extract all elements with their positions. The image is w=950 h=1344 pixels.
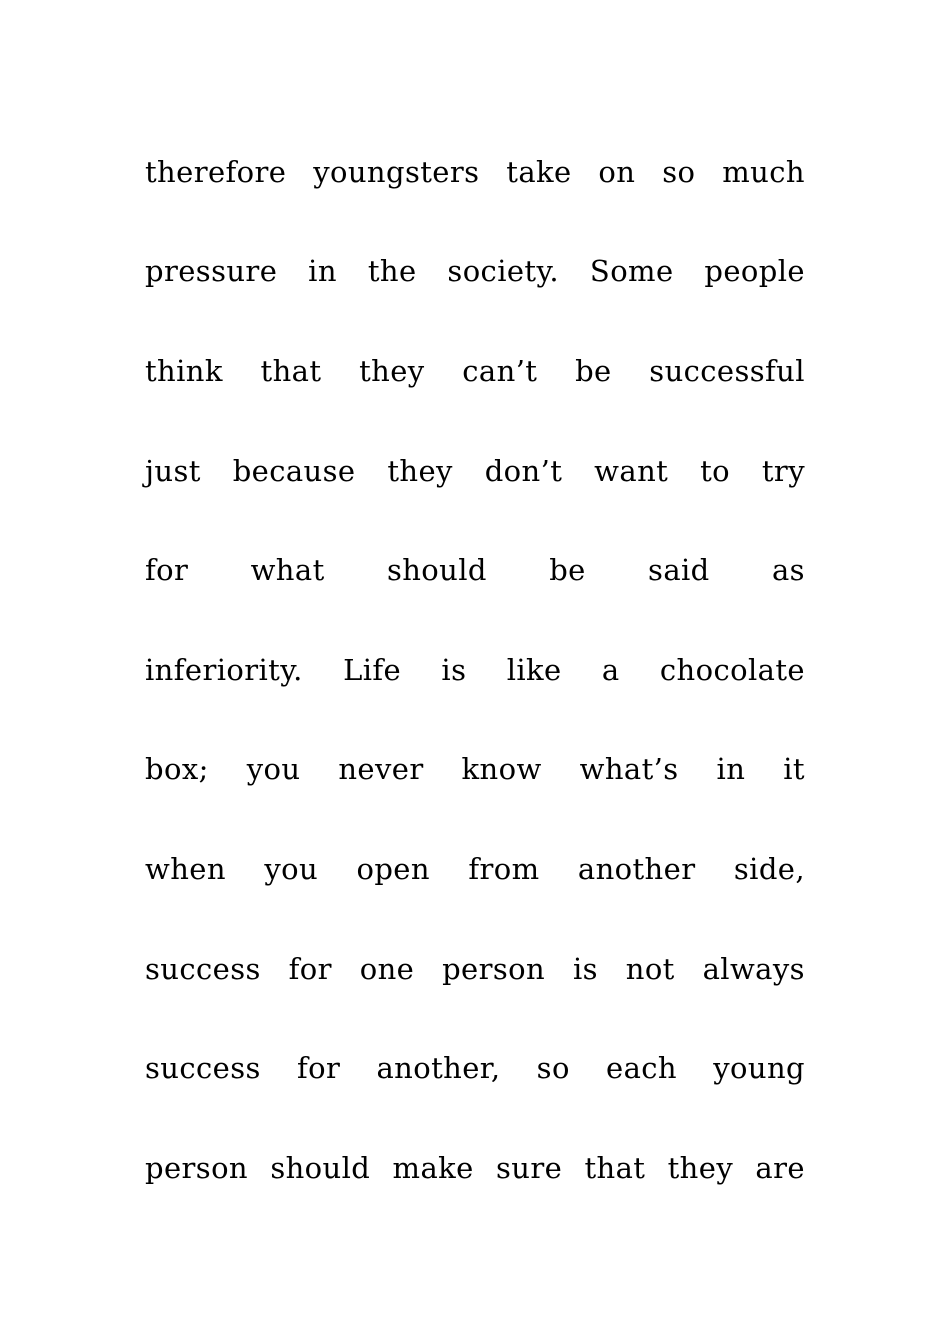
word: want bbox=[594, 453, 669, 488]
word: are bbox=[755, 1150, 805, 1185]
word: young bbox=[713, 1051, 805, 1086]
word: from bbox=[468, 851, 540, 886]
word: side, bbox=[733, 851, 805, 886]
word: in bbox=[308, 254, 337, 289]
word: person bbox=[145, 1150, 249, 1185]
word: you bbox=[246, 752, 301, 787]
text-line bbox=[145, 620, 805, 720]
word: success bbox=[145, 1051, 261, 1086]
word: society. bbox=[447, 254, 560, 289]
word: think bbox=[145, 353, 223, 388]
word: when bbox=[145, 851, 226, 886]
word: so bbox=[662, 154, 696, 189]
word: person bbox=[442, 951, 546, 986]
word: chocolate bbox=[659, 652, 805, 687]
word: youngsters bbox=[313, 154, 480, 189]
word: much bbox=[722, 154, 805, 189]
word: for bbox=[296, 1051, 341, 1086]
word: said bbox=[648, 553, 710, 588]
text-line bbox=[145, 1018, 805, 1118]
word: success bbox=[145, 951, 261, 986]
word: successful bbox=[649, 353, 805, 388]
text-line bbox=[145, 720, 805, 820]
word: is bbox=[441, 652, 467, 687]
word: they bbox=[359, 353, 425, 388]
body-text bbox=[145, 122, 805, 1218]
word: therefore bbox=[145, 154, 287, 189]
word: the bbox=[367, 254, 417, 289]
word: another, bbox=[376, 1051, 501, 1086]
word: try bbox=[761, 453, 805, 488]
word: in bbox=[716, 752, 746, 787]
word: each bbox=[606, 1051, 678, 1086]
word: people bbox=[704, 254, 805, 289]
word: that bbox=[260, 353, 322, 388]
word: so bbox=[536, 1051, 570, 1086]
word: make bbox=[392, 1150, 474, 1185]
word: on bbox=[598, 154, 636, 189]
word: it bbox=[783, 752, 805, 787]
word: be bbox=[549, 553, 586, 588]
word: like bbox=[506, 652, 562, 687]
word: as bbox=[771, 553, 805, 588]
text-line bbox=[145, 919, 805, 1019]
word: open bbox=[356, 851, 430, 886]
word: know bbox=[461, 752, 542, 787]
word: for bbox=[145, 553, 189, 588]
word: one bbox=[359, 951, 415, 986]
text-line bbox=[145, 421, 805, 521]
text-line bbox=[145, 520, 805, 620]
text-line bbox=[145, 122, 805, 222]
word: should bbox=[386, 553, 487, 588]
word: always bbox=[702, 951, 805, 986]
text-line bbox=[145, 321, 805, 421]
word: never bbox=[338, 752, 424, 787]
word: Some bbox=[589, 254, 674, 289]
text-line bbox=[145, 1118, 805, 1218]
word: to bbox=[700, 453, 730, 488]
word: be bbox=[575, 353, 612, 388]
text-line bbox=[145, 222, 805, 322]
word: what’s bbox=[579, 752, 679, 787]
word: that bbox=[584, 1150, 646, 1185]
word: just bbox=[145, 453, 201, 488]
word: for bbox=[288, 951, 332, 986]
word: what bbox=[250, 553, 325, 588]
word: inferiority. bbox=[145, 652, 303, 687]
word: take bbox=[506, 154, 572, 189]
word: pressure bbox=[145, 254, 278, 289]
word: should bbox=[270, 1150, 371, 1185]
word: a bbox=[601, 652, 620, 687]
word: box; bbox=[145, 752, 209, 787]
word: can’t bbox=[462, 353, 538, 388]
word: another bbox=[577, 851, 696, 886]
word: they bbox=[667, 1150, 734, 1185]
word: you bbox=[264, 851, 319, 886]
text-line bbox=[145, 819, 805, 919]
word: Life bbox=[343, 652, 402, 687]
word: because bbox=[232, 453, 356, 488]
word: they bbox=[387, 453, 453, 488]
word: is bbox=[572, 951, 598, 986]
word: sure bbox=[495, 1150, 563, 1185]
word: not bbox=[625, 951, 675, 986]
word: don’t bbox=[484, 453, 563, 488]
